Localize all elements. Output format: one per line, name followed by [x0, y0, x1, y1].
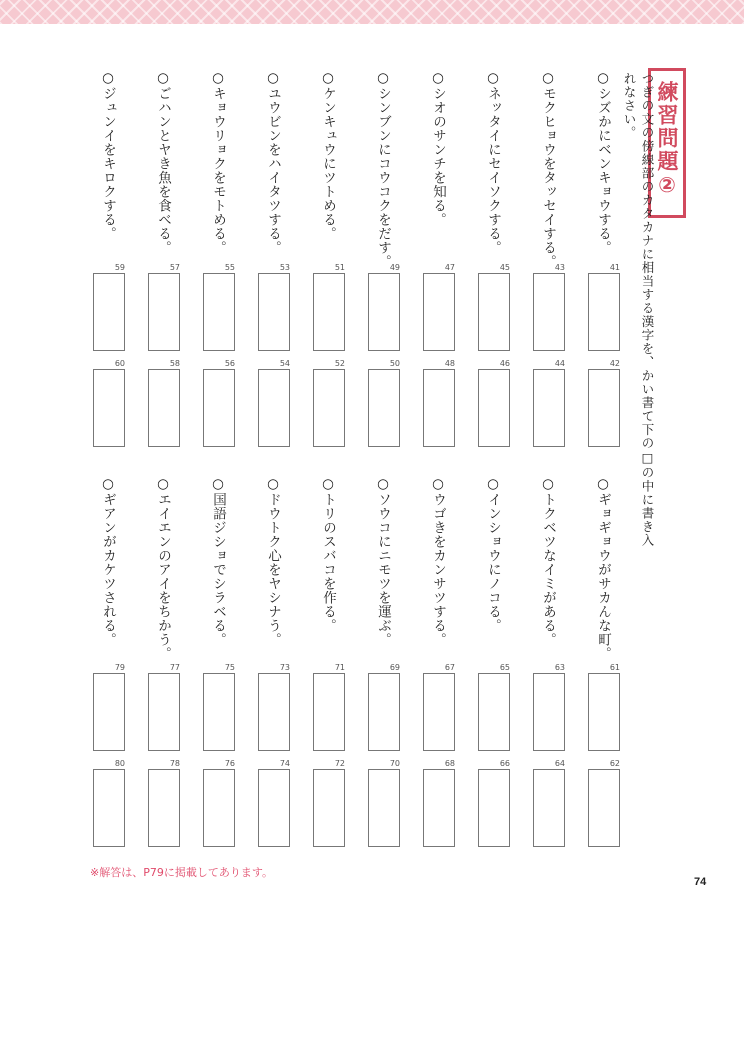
answer-box[interactable]: [93, 769, 125, 847]
answer-box[interactable]: [203, 769, 235, 847]
answer-box[interactable]: [313, 273, 345, 351]
answer-box[interactable]: [258, 273, 290, 351]
answer-box[interactable]: [588, 769, 620, 847]
answer-box-number: 54: [279, 359, 290, 368]
bottom-question-8: ○国語ジショでシラベる。: [210, 476, 226, 647]
answer-box[interactable]: [533, 369, 565, 447]
top-question-5: ○シンブンにコウコクをだす。: [375, 70, 391, 269]
answer-box[interactable]: [93, 369, 125, 447]
answer-box[interactable]: [368, 369, 400, 447]
instruction-text: つぎの文の傍線部のカタカナに相当する漢字を、かい書て下の□の中に書き入れなさい。: [622, 72, 655, 547]
answer-box[interactable]: [478, 273, 510, 351]
answer-box[interactable]: [478, 369, 510, 447]
top-question-10: ○ジュンイをキロクする。: [100, 70, 116, 241]
answer-box-number: 69: [389, 663, 400, 672]
bottom-question-9: ○エイエンのアイをちかう。: [155, 476, 171, 661]
answer-box[interactable]: [533, 273, 565, 351]
answer-box-number: 60: [114, 359, 125, 368]
bottom-question-6: ○トリのスバコを作る。: [320, 476, 336, 633]
top-question-9: ○ごハンとヤき魚を食べる。: [155, 70, 171, 255]
answer-box-number: 49: [389, 263, 400, 272]
top-question-3: ○ネッタイにセイソクする。: [485, 70, 501, 255]
answer-box-number: 55: [224, 263, 235, 272]
top-question-1: ○シズかにベンキョウする。: [595, 70, 611, 255]
answer-box-number: 57: [169, 263, 180, 272]
answer-box-number: 56: [224, 359, 235, 368]
decorative-header-band: [0, 0, 744, 24]
answer-box[interactable]: [588, 273, 620, 351]
answer-box-number: 46: [499, 359, 510, 368]
answer-box[interactable]: [588, 369, 620, 447]
answer-box[interactable]: [93, 673, 125, 751]
answer-box-number: 48: [444, 359, 455, 368]
answer-box-number: 59: [114, 263, 125, 272]
bottom-question-1: ○ギョギョウがサカんな町。: [595, 476, 611, 661]
bottom-question-5: ○ソウコにニモツを運ぶ。: [375, 476, 391, 647]
top-question-4: ○シオのサンチを知る。: [430, 70, 446, 227]
answer-box-number: 41: [609, 263, 620, 272]
top-question-6: ○ケンキュウにツトめる。: [320, 70, 336, 241]
answer-box[interactable]: [368, 673, 400, 751]
answer-box-number: 42: [609, 359, 620, 368]
answer-box[interactable]: [423, 769, 455, 847]
answer-box-number: 62: [609, 759, 620, 768]
answer-box-number: 65: [499, 663, 510, 672]
answer-box-number: 67: [444, 663, 455, 672]
answer-box-number: 76: [224, 759, 235, 768]
answer-box[interactable]: [533, 673, 565, 751]
answer-box-number: 71: [334, 663, 345, 672]
answer-box[interactable]: [148, 673, 180, 751]
answer-box-number: 78: [169, 759, 180, 768]
answer-box-number: 79: [114, 663, 125, 672]
answer-box-number: 45: [499, 263, 510, 272]
top-question-8: ○キョウリョクをモトめる。: [210, 70, 226, 255]
bottom-question-10: ○ギアンがカケツされる。: [100, 476, 116, 647]
answer-box[interactable]: [368, 769, 400, 847]
answer-box[interactable]: [203, 369, 235, 447]
answer-box[interactable]: [93, 273, 125, 351]
bottom-question-3: ○インショウにノコる。: [485, 476, 501, 633]
answer-box-number: 66: [499, 759, 510, 768]
bottom-question-4: ○ウゴきをカンサツする。: [430, 476, 446, 647]
answer-box-number: 75: [224, 663, 235, 672]
answer-box-number: 50: [389, 359, 400, 368]
page-number: 74: [694, 876, 707, 888]
answer-box[interactable]: [588, 673, 620, 751]
answer-box[interactable]: [533, 769, 565, 847]
answer-box-number: 74: [279, 759, 290, 768]
answer-box[interactable]: [478, 769, 510, 847]
answer-box[interactable]: [258, 369, 290, 447]
answer-box-number: 70: [389, 759, 400, 768]
answer-box[interactable]: [203, 673, 235, 751]
answer-box[interactable]: [313, 673, 345, 751]
answer-box-number: 77: [169, 663, 180, 672]
answer-box-number: 47: [444, 263, 455, 272]
page-title: 練習問題②: [655, 81, 679, 199]
answer-box[interactable]: [148, 273, 180, 351]
answer-box-number: 63: [554, 663, 565, 672]
answer-box-number: 44: [554, 359, 565, 368]
answer-box-number: 61: [609, 663, 620, 672]
top-question-7: ○ユウビンをハイタツする。: [265, 70, 281, 255]
answer-box[interactable]: [423, 673, 455, 751]
answer-box-number: 73: [279, 663, 290, 672]
answer-box[interactable]: [203, 273, 235, 351]
answer-box-number: 72: [334, 759, 345, 768]
answer-box-number: 51: [334, 263, 345, 272]
answer-box[interactable]: [423, 273, 455, 351]
bottom-question-2: ○トクベツなイミがある。: [540, 476, 556, 647]
answer-box[interactable]: [423, 369, 455, 447]
answer-box-number: 43: [554, 263, 565, 272]
answer-box[interactable]: [258, 673, 290, 751]
answer-box-number: 52: [334, 359, 345, 368]
answer-box[interactable]: [148, 769, 180, 847]
answer-box-number: 53: [279, 263, 290, 272]
answer-box[interactable]: [313, 369, 345, 447]
answer-box[interactable]: [148, 369, 180, 447]
bottom-question-7: ○ドウトク心をヤシナう。: [265, 476, 281, 647]
answer-box-number: 64: [554, 759, 565, 768]
answer-box[interactable]: [478, 673, 510, 751]
answer-box-number: 58: [169, 359, 180, 368]
answer-box[interactable]: [258, 769, 290, 847]
answer-box-number: 68: [444, 759, 455, 768]
top-question-2: ○モクヒョウをタッセイする。: [540, 70, 556, 269]
answer-box[interactable]: [313, 769, 345, 847]
answer-note: ※解答は、P79に掲載してあります。: [90, 866, 273, 879]
answer-box[interactable]: [368, 273, 400, 351]
answer-box-number: 80: [114, 759, 125, 768]
